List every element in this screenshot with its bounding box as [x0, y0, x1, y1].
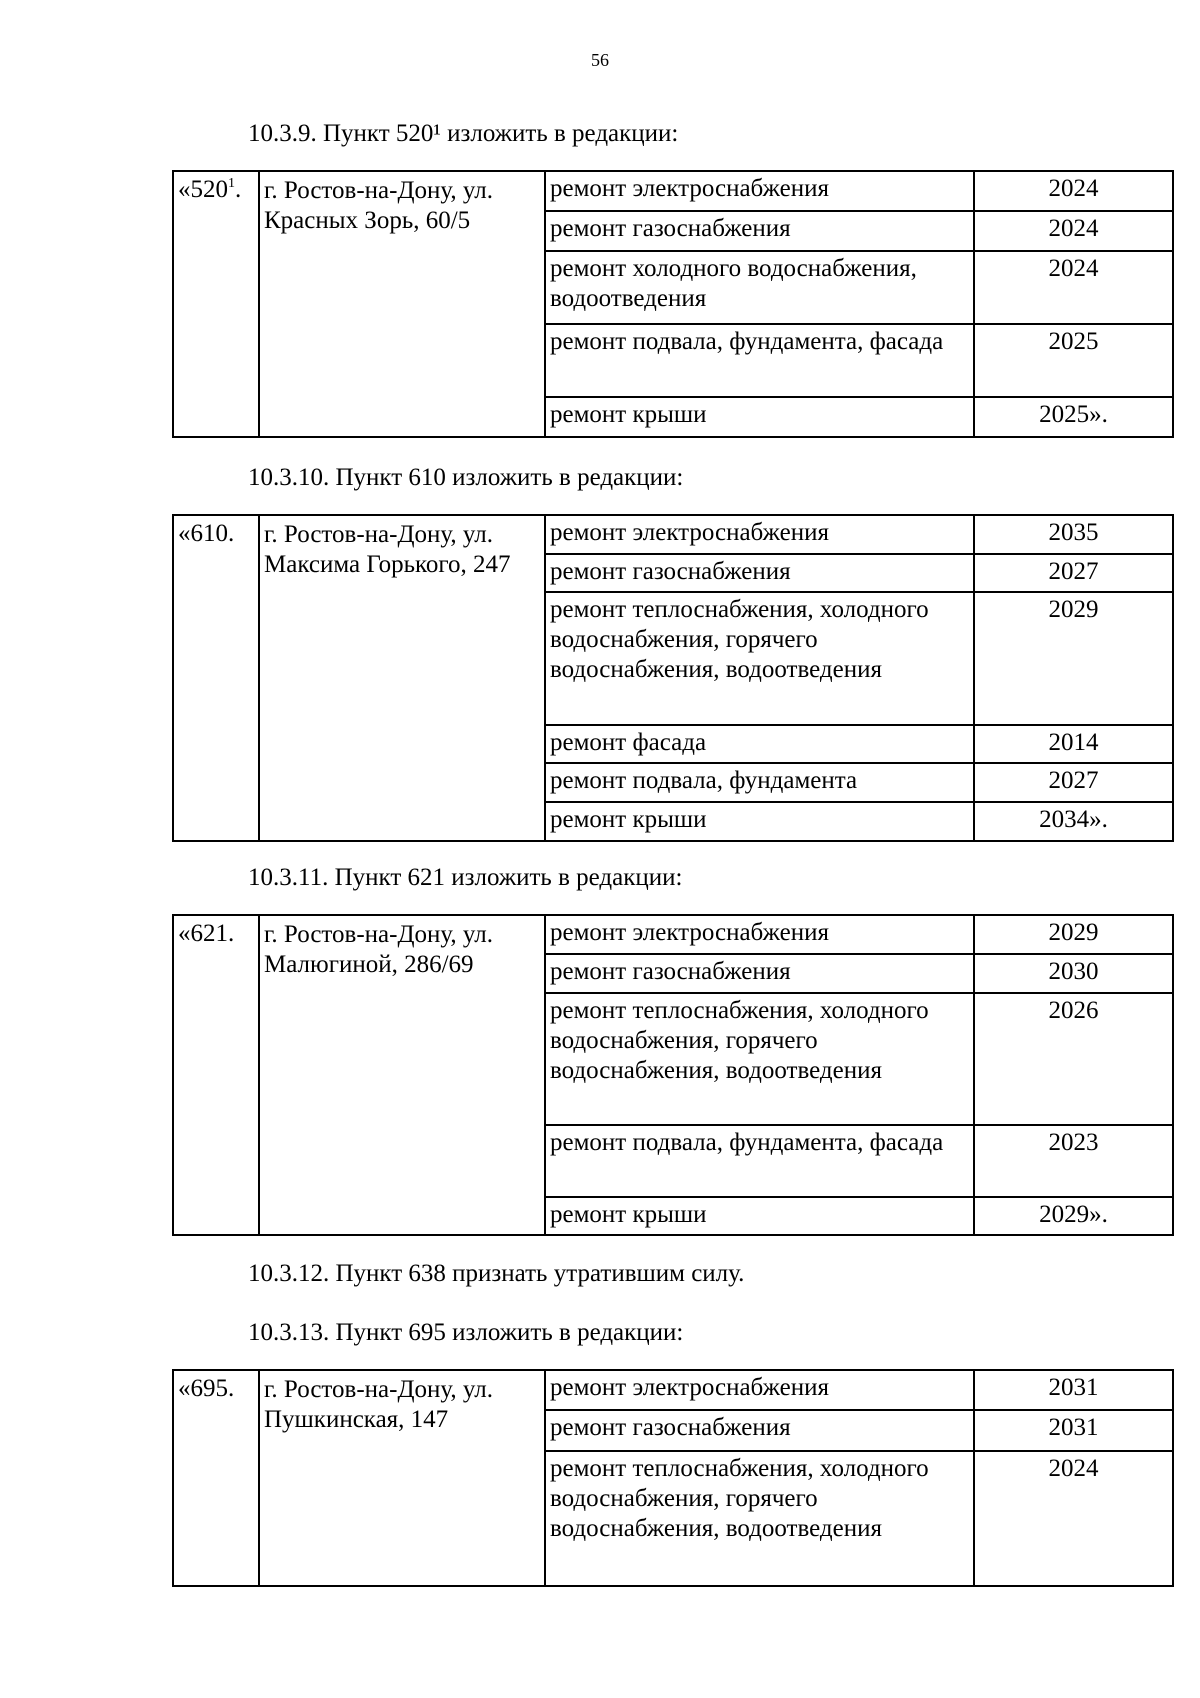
work-cell: ремонт газоснабжения: [545, 954, 974, 993]
entry-number: «695.: [173, 1370, 259, 1586]
year-cell: 2024: [974, 1451, 1173, 1586]
year-cell: 2027: [974, 763, 1173, 802]
year-cell: 2025: [974, 324, 1173, 397]
work-cell: ремонт холодного водоснабжения, водоотведения: [545, 251, 974, 324]
work-cell: ремонт крыши: [545, 1197, 974, 1235]
entry-table-520-1: [172, 170, 1174, 438]
year-cell: 2034».: [974, 802, 1173, 841]
year-cell: 2024: [974, 171, 1173, 211]
work-cell: ремонт теплоснабжения, холодного водоснабжения, горячего водоснабжения, водоотведения: [545, 592, 974, 725]
year-cell: 2031: [974, 1370, 1173, 1410]
work-cell: ремонт электроснабжения: [545, 171, 974, 211]
page-number: 56: [591, 50, 609, 70]
entry-table-610: [172, 514, 1174, 842]
section-heading-10-3-10: 10.3.10. Пункт 610 изложить в редакции:: [248, 464, 684, 491]
year-cell: 2026: [974, 993, 1173, 1125]
work-cell: ремонт теплоснабжения, холодного водоснабжения, горячего водоснабжения, водоотведения: [545, 993, 974, 1125]
section-heading-10-3-11: 10.3.11. Пункт 621 изложить в редакции:: [248, 864, 683, 891]
work-cell: ремонт подвала, фундамента: [545, 763, 974, 802]
work-cell: ремонт газоснабжения: [545, 554, 974, 592]
work-cell: ремонт электроснабжения: [545, 1370, 974, 1410]
entry-address: г. Ростов-на-Дону, ул. Красных Зорь, 60/5: [259, 171, 545, 437]
entry-address: г. Ростов-на-Дону, ул. Максима Горького, 247: [259, 515, 545, 841]
work-cell: ремонт электроснабжения: [545, 915, 974, 954]
entry-table-695: [172, 1369, 1174, 1587]
year-cell: 2029».: [974, 1197, 1173, 1235]
section-heading-10-3-12: 10.3.12. Пункт 638 признать утратившим силу.: [248, 1260, 745, 1287]
entry-number: «$520^1$.: [173, 171, 259, 437]
work-cell: ремонт крыши: [545, 802, 974, 841]
year-cell: 2031: [974, 1410, 1173, 1451]
year-cell: 2024: [974, 251, 1173, 324]
work-cell: ремонт фасада: [545, 725, 974, 763]
year-cell: 2014: [974, 725, 1173, 763]
year-cell: 2030: [974, 954, 1173, 993]
entry-number: «621.: [173, 915, 259, 1235]
year-cell: 2025».: [974, 397, 1173, 437]
entry-number: «610.: [173, 515, 259, 841]
work-cell: ремонт электроснабжения: [545, 515, 974, 554]
section-heading-10-3-9: 10.3.9. Пункт 520¹ изложить в редакции:: [248, 120, 679, 147]
work-cell: ремонт теплоснабжения, холодного водоснабжения, горячего водоснабжения, водоотведения: [545, 1451, 974, 1586]
year-cell: 2035: [974, 515, 1173, 554]
work-cell: ремонт подвала, фундамента, фасада: [545, 324, 974, 397]
year-cell: 2024: [974, 211, 1173, 251]
entry-table-621: [172, 914, 1174, 1236]
section-heading-10-3-13: 10.3.13. Пункт 695 изложить в редакции:: [248, 1319, 684, 1346]
year-cell: 2029: [974, 915, 1173, 954]
year-cell: 2023: [974, 1125, 1173, 1197]
work-cell: ремонт газоснабжения: [545, 211, 974, 251]
work-cell: ремонт газоснабжения: [545, 1410, 974, 1451]
work-cell: ремонт подвала, фундамента, фасада: [545, 1125, 974, 1197]
year-cell: 2029: [974, 592, 1173, 725]
entry-address: г. Ростов-на-Дону, ул. Пушкинская, 147: [259, 1370, 545, 1586]
work-cell: ремонт крыши: [545, 397, 974, 437]
entry-address: г. Ростов-на-Дону, ул. Малюгиной, 286/69: [259, 915, 545, 1235]
year-cell: 2027: [974, 554, 1173, 592]
